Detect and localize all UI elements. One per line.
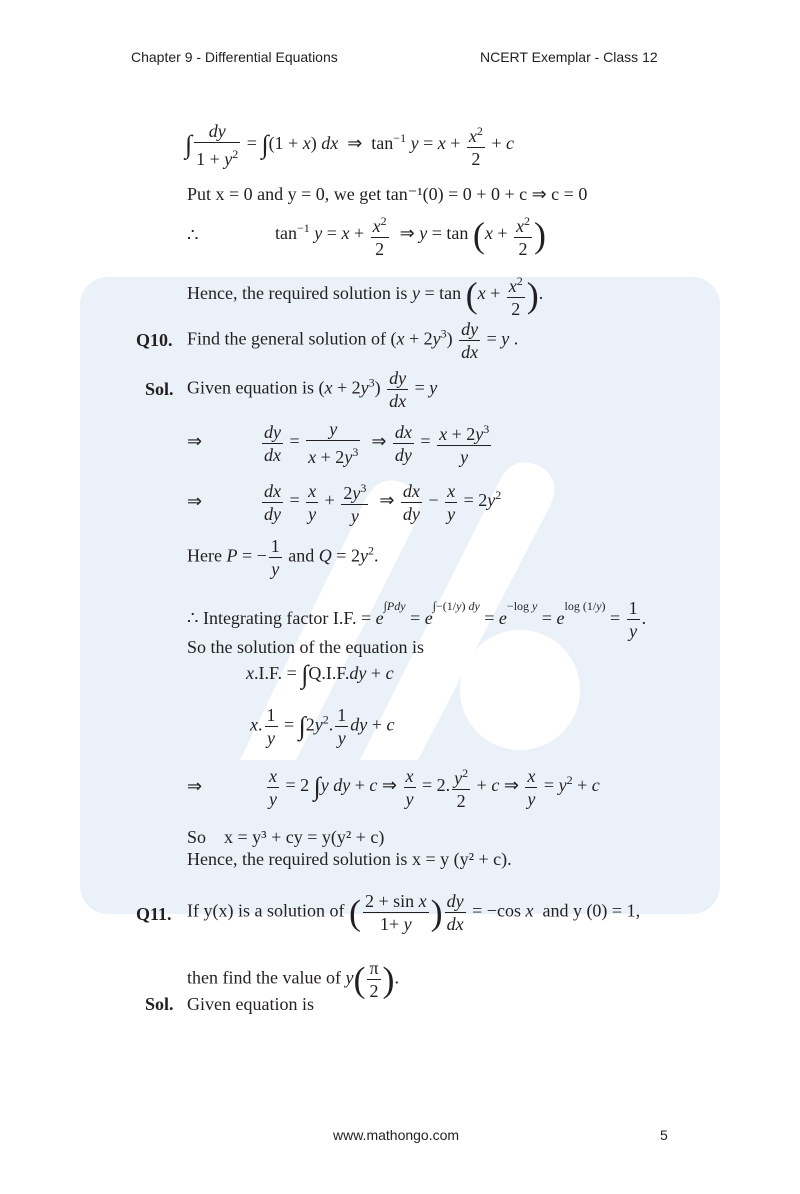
line-required-solution-1: Hence, the required solution is y = tan (x + $\frac{x^2}{2}$ ). [187,270,543,320]
question-label-q11: Q11. [136,904,172,924]
question-q10-text: Find the general solution of [187,328,386,349]
equation-if-substituted: x. $\frac{1}{y}$ = $\int 2y^2$. $\frac{1}{y}$ dy + c [250,705,395,748]
line-integrating-factor: ∴ Integrating factor I.F. = $e^{\int Pdy} = e^{\int-(1/y) dy} = e^{-log y} = e^{log (1/y)}$ = $\frac{1}{y}$ . [187,598,647,642]
line-given-equation: Given equation is $(x + 2y^3)$ $\frac{dy}{dx}$ = y [187,368,438,411]
equation-integral-separation: ∫ $\frac{dy}{1 + y^2}$ = ∫(1 + x) dx ⇒ $\tan^{-1} y = x$ + $\frac{x^2}{2}$ + c [185,121,515,169]
equation-if-general: x.I.F. = ∫Q.I.F.dy + c [246,659,394,689]
question-label-q10: Q10. [136,330,173,350]
page-number: 5 [660,1127,668,1143]
solution-label-2: Sol. [145,994,174,1014]
given-equation-text: Given equation is [187,377,314,398]
question-q11-find-text: then find the value of [187,967,341,988]
question-q11-text: If y(x) is a solution of [187,900,345,921]
question-q11-find: then find the value of y( $\frac{\pi}{2}$ ). [187,958,400,1001]
implies-symbol: ⇒ [187,431,203,451]
here-text: Here [187,545,222,566]
so-equation: x = y³ + cy = y(y² + c) [224,827,385,847]
equation-tan-solution: $\tan^{-1} y = x$ + $\frac{x^2}{2}$ ⇒ y = tan (x + $\frac{x^2}{2}$ ) [275,210,546,260]
line-initial-condition: Put x = 0 and y = 0, we get tan⁻¹(0) = 0 + 0 + c ⇒ c = 0 [187,184,588,204]
required-solution-text: Hence, the required solution is [187,283,408,304]
line-p-and-q: Here P = − $\frac{1}{y}$ and $Q = 2y^2$. [187,536,379,579]
line-given-equation-2: Given equation is [187,994,314,1014]
equation-linear-form: $\frac{dx}{dy}$ = $\frac{x}{y}$ + $\frac{2y^3}{y}$ ⇒ $\frac{dx}{dy}$ − $\frac{x}{y}$ = $2y^2$ [260,477,501,527]
footer-url[interactable]: www.mathongo.com [333,1127,460,1143]
implies-symbol: ⇒ [187,776,203,796]
solution-label-1: Sol. [145,379,174,399]
question-q10: Find the general solution of $(x + 2y^3)$ $\frac{dy}{dx}$ = y . [187,319,519,362]
line-so-solution: So the solution of the equation is [187,637,424,657]
therefore-symbol: ∴ [187,225,199,245]
and-text: and [288,545,315,566]
equation-integrated: $\frac{x}{y}$ = 2 ∫y dy + c ⇒ $\frac{x}{y}$ = 2. $\frac{y^2}{2}$ + c ⇒ $\frac{x}{y}$ = $y^2 + c$ [265,762,600,812]
so-text: So [187,827,207,847]
integrating-factor-text: ∴ Integrating factor I.F. = [187,608,372,628]
line-so-result [187,826,384,848]
line-required-solution-2: Hence, the required solution is x = y (y² + c). [187,849,512,869]
question-q11: If y(x) is a solution of ( $\frac{\text{2 + sin x}}{1+ y}$ ) $\frac{dy}{dx}$ = −cos x and y (0) = 1, [187,891,641,934]
equation-rearranged: $\frac{dy}{dx}$ = $\frac{y}{x + 2y^3}$ ⇒ $\frac{dx}{dy}$ = $\frac{x + 2y^3}{y}$ [264,419,490,467]
header-book-title: NCERT Exemplar - Class 12 [480,49,658,65]
question-q11-condition: and y (0) = 1, [542,900,641,921]
header-chapter-title: Chapter 9 - Differential Equations [131,49,338,65]
implies-symbol: ⇒ [187,491,203,511]
